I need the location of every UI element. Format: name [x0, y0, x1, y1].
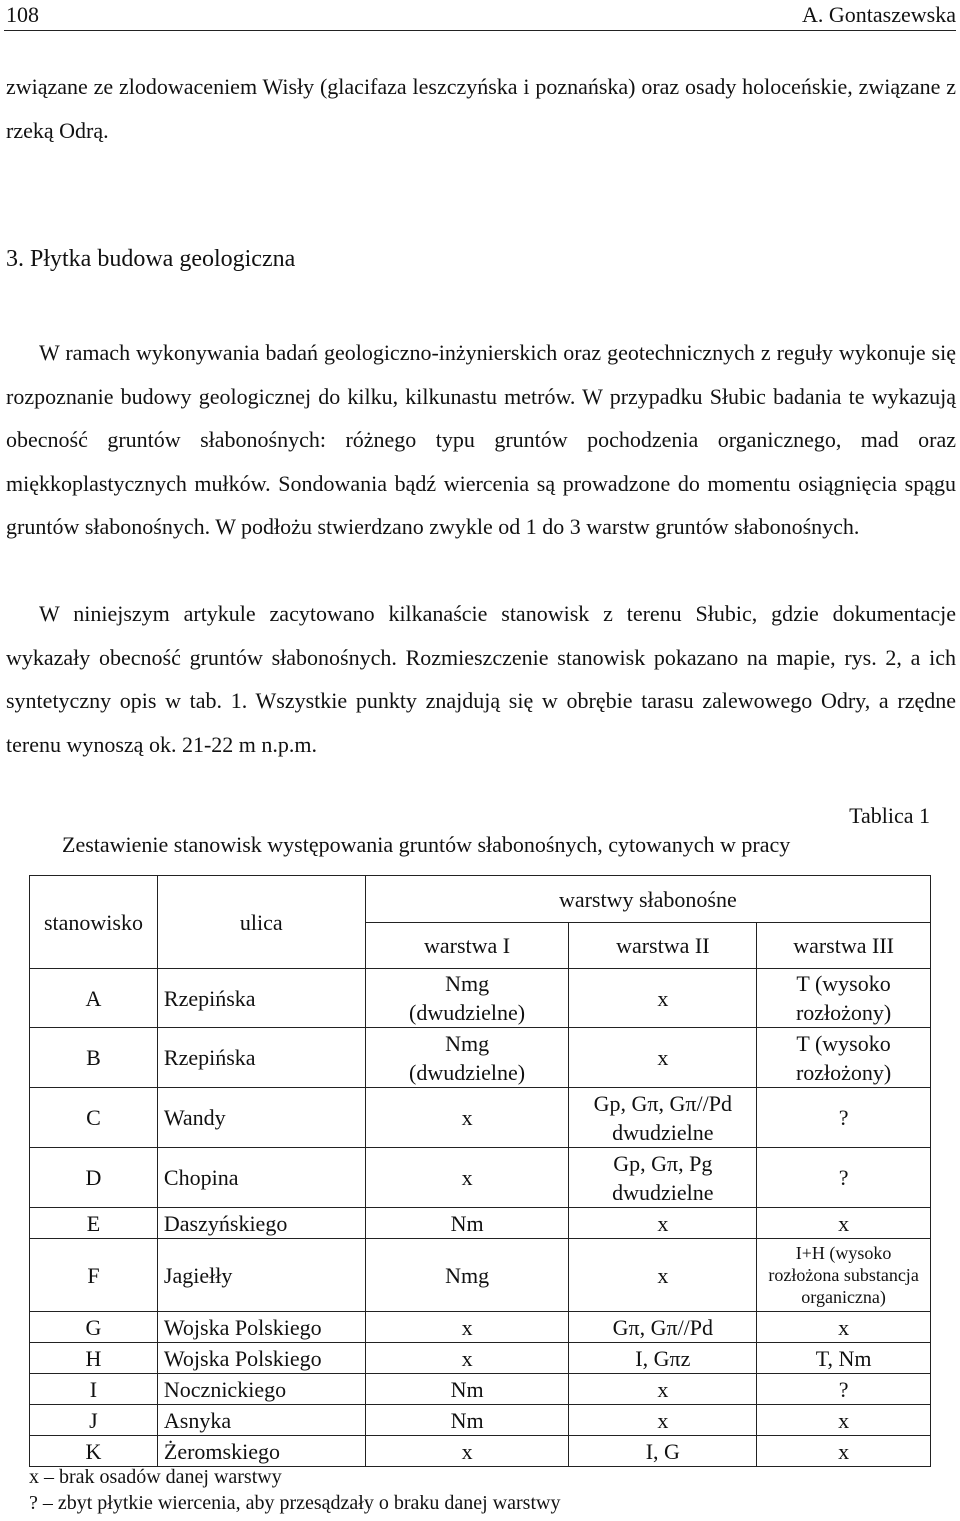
- cell-l1: [365, 969, 569, 1028]
- cell-l1: [365, 1343, 569, 1374]
- header-site: stanowisko: [30, 876, 158, 969]
- page-number: 108: [6, 2, 39, 27]
- table-row: [30, 1208, 931, 1239]
- cell-l3: [757, 1374, 931, 1405]
- cell-line: D: [85, 1165, 102, 1190]
- cell-line: F: [87, 1262, 100, 1288]
- cell-line: rozłożona substancja: [768, 1265, 919, 1285]
- cell-line: J: [89, 1407, 98, 1433]
- cell-line: C: [86, 1105, 101, 1130]
- cell-line: Nocznickiego: [163, 1376, 287, 1402]
- cell-street: [157, 1436, 365, 1467]
- cell-line: dwudzielne: [612, 1179, 714, 1205]
- cell-street: [157, 1148, 365, 1208]
- cell-line: B: [86, 1045, 101, 1070]
- cell-l3: [757, 1239, 931, 1312]
- cell-line: x: [657, 1210, 669, 1236]
- cell-line: T (wysoko: [796, 971, 891, 996]
- cell-l2: [569, 1028, 757, 1088]
- table-row: [30, 1312, 931, 1343]
- cell-l3: [757, 1343, 931, 1374]
- cell-line: x: [657, 1407, 669, 1433]
- section-heading: 3. Płytka budowa geologiczna: [6, 246, 296, 272]
- cell-site: [30, 1208, 158, 1239]
- cell-line: rozłożony): [795, 1000, 892, 1025]
- paragraph-2: W niniejszym artykule zacytowano kilkanaście stanowisk z terenu Słubic, gdzie dokumentacje wykazały obecność gruntów słabonośnych. Rozmieszczenie stanowisk pokazano na mapie, rys. 2, a ich syntetyczny opis w tab. 1. Wszystkie punkty znajdują się w obrębie tarasu zalewowego Odry, a rzędne terenu wynoszą ok. 21-22 m n.p.m.: [6, 601, 956, 757]
- table-row: [30, 1405, 931, 1436]
- cell-site: [30, 1239, 158, 1312]
- cell-line: x: [461, 1105, 473, 1130]
- cell-line: x: [657, 985, 669, 1011]
- cell-line: (dwudzielne): [409, 1000, 526, 1025]
- cell-street: [157, 1405, 365, 1436]
- cell-l2: [569, 1436, 757, 1467]
- cell-site: [30, 969, 158, 1028]
- page-header: [4, 0, 956, 31]
- cell-street: [157, 1343, 365, 1374]
- cell-site: [30, 1312, 158, 1343]
- cell-line: I, Gπz: [635, 1345, 691, 1371]
- cell-l2: [569, 1343, 757, 1374]
- cell-l3: [757, 969, 931, 1028]
- cell-line: ?: [838, 1165, 849, 1190]
- table-row: [30, 1088, 931, 1148]
- table-row: [30, 1343, 931, 1374]
- cell-l2: [569, 1405, 757, 1436]
- cell-street: [157, 1208, 365, 1239]
- header-layer-3: warstwa III: [757, 923, 931, 969]
- cell-line: K: [85, 1438, 102, 1464]
- cell-l2: [569, 1148, 757, 1208]
- cell-line: G: [85, 1314, 102, 1340]
- cell-l3: [757, 1088, 931, 1148]
- cell-street: [157, 1239, 365, 1312]
- cell-line: Wandy: [163, 1105, 226, 1130]
- cell-line: I: [89, 1376, 98, 1402]
- cell-line: x: [461, 1314, 473, 1340]
- cell-street: [157, 1374, 365, 1405]
- cell-line: I+H (wysoko: [795, 1243, 892, 1263]
- cell-line: Wojska Polskiego: [163, 1345, 322, 1371]
- header-layer-1: warstwa I: [365, 923, 569, 969]
- cell-line: Asnyka: [163, 1407, 232, 1433]
- cell-line: x: [657, 1376, 669, 1402]
- cell-line: x: [838, 1438, 850, 1464]
- cell-l1: [365, 1208, 569, 1239]
- cell-line: T, Nm: [815, 1345, 872, 1371]
- cell-line: Jagiełły: [163, 1262, 233, 1288]
- cell-line: Nmg: [445, 971, 490, 996]
- cell-line: T (wysoko: [796, 1030, 891, 1056]
- paragraph-1: W ramach wykonywania badań geologiczno-inżynierskich oraz geotechnicznych z reguły wykonuje się rozpoznanie budowy geologicznej do kilku, kilkunastu metrów. W przypadku Słubic badania te wykazują obecność gruntów słabonośnych: różnego typu gruntów pochodzenia organicznego, mad oraz miękkoplastycznych mułków. Sondowania bądź wiercenia są prowadzone do momentu osiągnięcia spągu gruntów słabonośnych. W podłożu stwierdzano zwykle od 1 do 3 warstw gruntów słabonośnych.: [6, 340, 956, 539]
- cell-line: x: [838, 1407, 850, 1433]
- cell-l3: [757, 1148, 931, 1208]
- cell-line: Nm: [450, 1376, 484, 1402]
- cell-l2: [569, 1374, 757, 1405]
- header-street: ulica: [157, 876, 365, 969]
- cell-line: H: [85, 1345, 102, 1371]
- cell-l1: [365, 1312, 569, 1343]
- cell-l3: [757, 1312, 931, 1343]
- cell-line: x: [461, 1438, 473, 1464]
- cell-line: x: [838, 1314, 850, 1340]
- table-number: Tablica 1: [849, 803, 930, 828]
- cell-line: rozłożony): [795, 1059, 892, 1085]
- cell-l1: [365, 1028, 569, 1088]
- intro-paragraph: związane ze zlodowaceniem Wisły (glacifaza leszczyńska i poznańska) oraz osady holoceńskie, związane z rzeką Odrą.: [6, 74, 956, 143]
- cell-l1: [365, 1374, 569, 1405]
- cell-line: A: [85, 985, 102, 1011]
- cell-line: ?: [838, 1105, 849, 1130]
- cell-line: Nmg: [445, 1030, 490, 1056]
- cell-site: [30, 1436, 158, 1467]
- cell-street: [157, 1312, 365, 1343]
- cell-street: [157, 1088, 365, 1148]
- cell-line: Nmg: [445, 1262, 490, 1288]
- cell-site: [30, 1088, 158, 1148]
- cell-site: [30, 1374, 158, 1405]
- cell-l1: [365, 1436, 569, 1467]
- cell-site: [30, 1405, 158, 1436]
- cell-l3: [757, 1028, 931, 1088]
- cell-line: dwudzielne: [612, 1119, 714, 1145]
- cell-line: x: [838, 1210, 850, 1236]
- header-layer-2: warstwa II: [569, 923, 757, 969]
- cell-l2: [569, 1208, 757, 1239]
- cell-line: ?: [838, 1376, 849, 1402]
- table-row: [30, 969, 931, 1028]
- cell-l1: [365, 1088, 569, 1148]
- header-layers-group: warstwy słabonośne: [365, 876, 930, 923]
- running-author: A. Gontaszewska: [802, 2, 956, 27]
- table-row: [30, 1374, 931, 1405]
- cell-line: Gπ, Gπ//Pd: [612, 1314, 714, 1340]
- cell-l2: [569, 969, 757, 1028]
- cell-l2: [569, 1239, 757, 1312]
- cell-line: E: [86, 1210, 101, 1236]
- cell-l1: [365, 1405, 569, 1436]
- sites-table: [29, 875, 931, 1467]
- legend-x: x – brak osadów danej warstwy: [29, 1466, 282, 1488]
- cell-line: Nm: [450, 1407, 484, 1433]
- cell-l3: [757, 1436, 931, 1467]
- table-row: [30, 1028, 931, 1088]
- cell-line: Wojska Polskiego: [163, 1314, 322, 1340]
- cell-line: Rzepińska: [163, 985, 256, 1011]
- cell-l2: [569, 1312, 757, 1343]
- cell-site: [30, 1148, 158, 1208]
- cell-line: Żeromskiego: [163, 1438, 280, 1464]
- cell-line: x: [461, 1345, 473, 1371]
- cell-site: [30, 1028, 158, 1088]
- table-caption: Zestawienie stanowisk występowania gruntów słabonośnych, cytowanych w pracy: [62, 832, 791, 857]
- table-row: [30, 1239, 931, 1312]
- cell-l2: [569, 1088, 757, 1148]
- cell-street: [157, 969, 365, 1028]
- cell-street: [157, 1028, 365, 1088]
- cell-l3: [757, 1405, 931, 1436]
- cell-line: organiczna): [801, 1287, 886, 1307]
- cell-l1: [365, 1239, 569, 1312]
- table-row: [30, 1148, 931, 1208]
- cell-line: x: [461, 1165, 473, 1190]
- cell-line: I, G: [645, 1438, 680, 1464]
- table-header-row: [30, 876, 931, 923]
- cell-site: [30, 1343, 158, 1374]
- table-row: [30, 1436, 931, 1467]
- cell-line: Nm: [450, 1210, 484, 1236]
- cell-line: x: [657, 1045, 669, 1070]
- cell-l3: [757, 1208, 931, 1239]
- cell-line: x: [657, 1262, 669, 1288]
- cell-line: Chopina: [163, 1165, 239, 1190]
- cell-line: (dwudzielne): [409, 1059, 526, 1085]
- cell-line: Daszyńskiego: [163, 1210, 288, 1236]
- cell-line: Gp, Gπ, Gπ//Pd: [593, 1090, 732, 1116]
- cell-line: Rzepińska: [163, 1045, 256, 1070]
- legend-question: ? – zbyt płytkie wiercenia, aby przesądzały o braku danej warstwy: [29, 1492, 561, 1514]
- cell-l1: [365, 1148, 569, 1208]
- cell-line: Gp, Gπ, Pg: [613, 1150, 713, 1176]
